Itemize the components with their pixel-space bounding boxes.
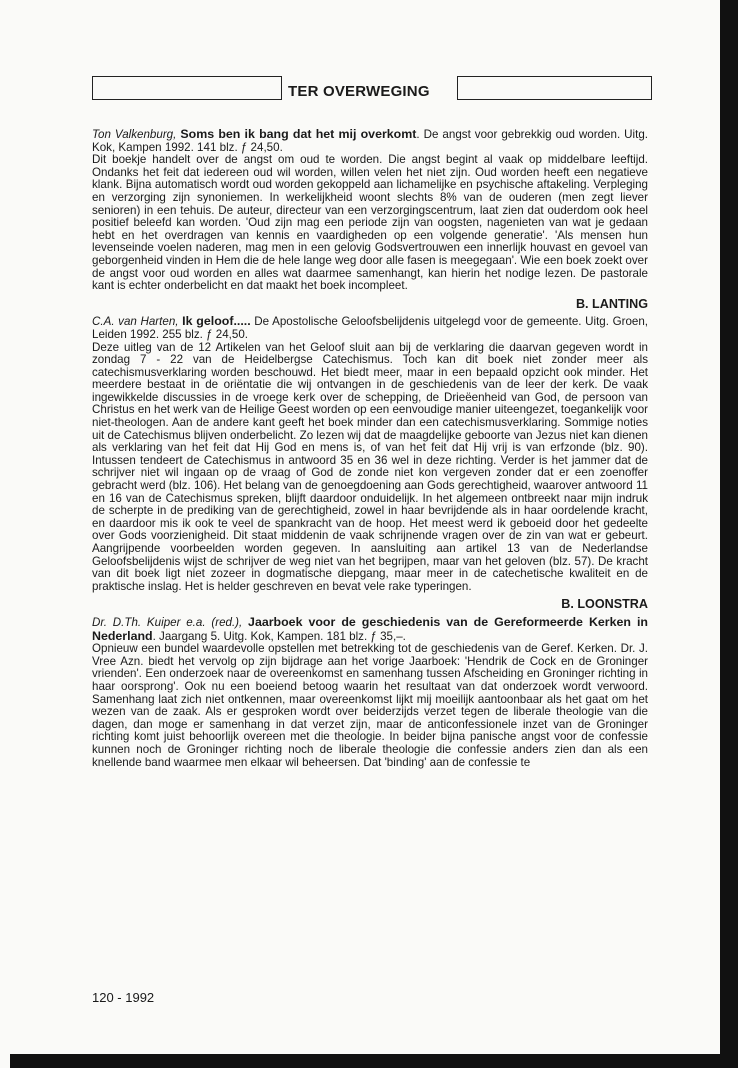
review-heading — [92, 315, 648, 341]
review-3 — [92, 616, 648, 769]
section-header — [92, 70, 652, 110]
review-1 — [92, 128, 648, 310]
review-author: C.A. van Harten, — [92, 315, 179, 329]
review-body: Deze uitleg van de 12 Artikelen van het Geloof sluit aan bij de verklaring die daarvan gegeven wordt in zondag 7 - 22 van de Heidelbergse Catechismus. Toch kan dit boek niet zonder meer als catechismusverklaring worden beschouwd. Het biedt meer, maar in een bepaald opzicht ook minder. Het meerdere bestaat in de oriëntatie die wij ontvangen in de geschiedenis van de leer der kerk. De vaak ingewikkelde discussies in de vroege kerk over de schepping, de Drieëenheid van God, de persoon van Christus en het werk van de Heilige Geest worden op een eenvoudige manier uiteengezet, toegankelijk voor niet-theologen. Aan de andere kant geeft het boek minder dan een catechismusverklaring. Sommige noties uit de Catechismus blijven onderbelicht. Zo lezen wij dat de maagdelijke geboorte van Jezus niet kan dienen als verklaring van het feit dat Hij God en mens is, of van het feit dat Hij vrij is van erfzonde (blz. 90). Intussen tendeert de Catechismus in antwoord 35 en 36 wel in deze richting. Verder is het jammer dat de schrijver niet wil ingaan op de vraag of God de zonde niet kon vergeven zonder dat er een zoenoffer gebracht werd (blz. 106). Het belang van de genoegdoening aan Gods gerechtigheid, waarover antwoord 11 en 16 van de Catechismus spreken, blijft daardoor onduidelijk. In het algemeen ontbreekt naar mijn indruk de scherpte in de prediking van de gerechtigheid, zowel in haar bevrijdende als in haar oordelende kracht, en daardoor mis ik ook te veel de spankracht van de hoop. Het meest werd ik geboeid door het gedeelte over Gods voorzienigheid. Dit staat middenin de vaak schrijnende vragen over de zin van wat er gebeurt. Aangrijpende voorbeelden worden gegeven. In aansluiting aan artikel 13 van de Nederlandse Geloofsbelijdenis wijst de schrijver de weg niet van het begrijpen, maar van het geloven (blz. 57). De kracht van dit boek ligt niet zozeer in dogmatische diepgang, maar meer in de catechetische kwaliteit en de praktische inslag. Het is helder geschreven en bevat vele rake typeringen. — [92, 340, 648, 593]
review-body: Opnieuw een bundel waardevolle opstellen met betrekking tot de geschiedenis van de Geref. Kerken. Dr. J. Vree Azn. biedt het vervolg op zijn bijdrage aan het vorige Jaarboek: 'Hendrik de Cock en de Groninger vrienden'. Een onderzoek naar de overeenkomst en samenhang tussen Afscheiding en Groninger richting in haar oorsprong'. Ook nu een boeiend betoog waarin het resultaat van dat onderzoek wordt verwoord. Samenhang laat zich niet ontkennen, maar overeenkomst lijkt mij moeilijk aantoonbaar als het gaat om het wezen van de zaak. Als er gesproken wordt over beiderzijds verzet tegen de liberale theologie van die dagen, dan moge er samenhang in dat verzet zijn, maar de anticonfessionele inzet van de Groninger richting komt juist behoorlijk overeen met die theologie. In beider bijna panische angst voor de confessie kunnen noch de Groninger richting noch de liberale theologie die confessie anders zien dan als een knellende band waarmee men elkaar wil beheersen. Dat 'binding' aan de confessie te — [92, 642, 648, 769]
header-box-left — [92, 76, 282, 100]
review-publication-details: . De angst voor gebrekkig oud worden. Uitg. Kok, Kampen 1992. 141 blz. ƒ 24,50. — [92, 128, 648, 154]
review-heading — [92, 616, 648, 643]
review-publication-details: De Apostolische Geloofsbelijdenis uitgelegd voor de gemeente. Uitg. Groen, Leiden 1992. 255 blz. ƒ 24,50. — [92, 315, 649, 341]
page-number: 120 - 1992 — [92, 990, 155, 1005]
review-author: Ton Valkenburg, — [92, 128, 177, 141]
review-book-title: Ik geloof..... — [182, 314, 251, 329]
review-publication-details: . Jaargang 5. Uitg. Kok, Kampen. 181 blz. ƒ 35,–. — [152, 629, 406, 643]
section-title: TER OVERWEGING — [288, 83, 430, 100]
review-2 — [92, 315, 648, 611]
review-book-title: Soms ben ik bang dat het mij overkomt — [180, 127, 417, 141]
scan-edge-bottom — [10, 1054, 738, 1068]
review-body: Dit boekje handelt over de angst om oud te worden. Die angst begint al vaak op middelbare leeftijd. Ondanks het feit dat iedereen oud wil worden, willen velen het niet zijn. Oud worden heeft een negatieve klank. Bijna automatisch wordt oud worden gekoppeld aan lichamelijke en psychische aftakeling. Verpleging en verzorging zijn synoniemen. In werkelijkheid woont slechts 8% van de ouderen (men zegt liever senioren) in een tehuis. De auteur, directeur van een verzorgingscentrum, laat zien dat ouderdom ook heel positief beleefd kan worden. 'Oud zijn mag een periode zijn van oogsten, nagenieten van wat je gedaan hebt en het overdragen van kennis en vaardigheden op een volgende generatie'. 'Als mensen hun levenseinde voelen naderen, mag men in een gelovig Godsvertrouwen een innerlijk houvast en gevoel van geborgenheid vinden in Hem die de hele lange weg door alle fasen is meegegaan'. Wie een boek zoekt over de angst voor oud worden en alles wat daarmee samenhangt, kan hierin het nodige lezen. De pastorale kant is echter onderbelicht en dat maakt het boek incompleet. — [92, 153, 648, 293]
review-heading — [92, 128, 648, 154]
review-author: Dr. D.Th. Kuiper e.a. (red.), — [92, 615, 243, 629]
reviews-column — [92, 128, 648, 769]
header-box-right — [457, 76, 652, 100]
review-book-title: Jaarboek voor de geschiedenis van de Gereformeerde Kerken in Nederland — [92, 614, 648, 643]
review-signature: B. LANTING — [575, 296, 648, 311]
review-signature: B. LOONSTRA — [561, 597, 648, 612]
scan-edge-right — [720, 0, 738, 1068]
